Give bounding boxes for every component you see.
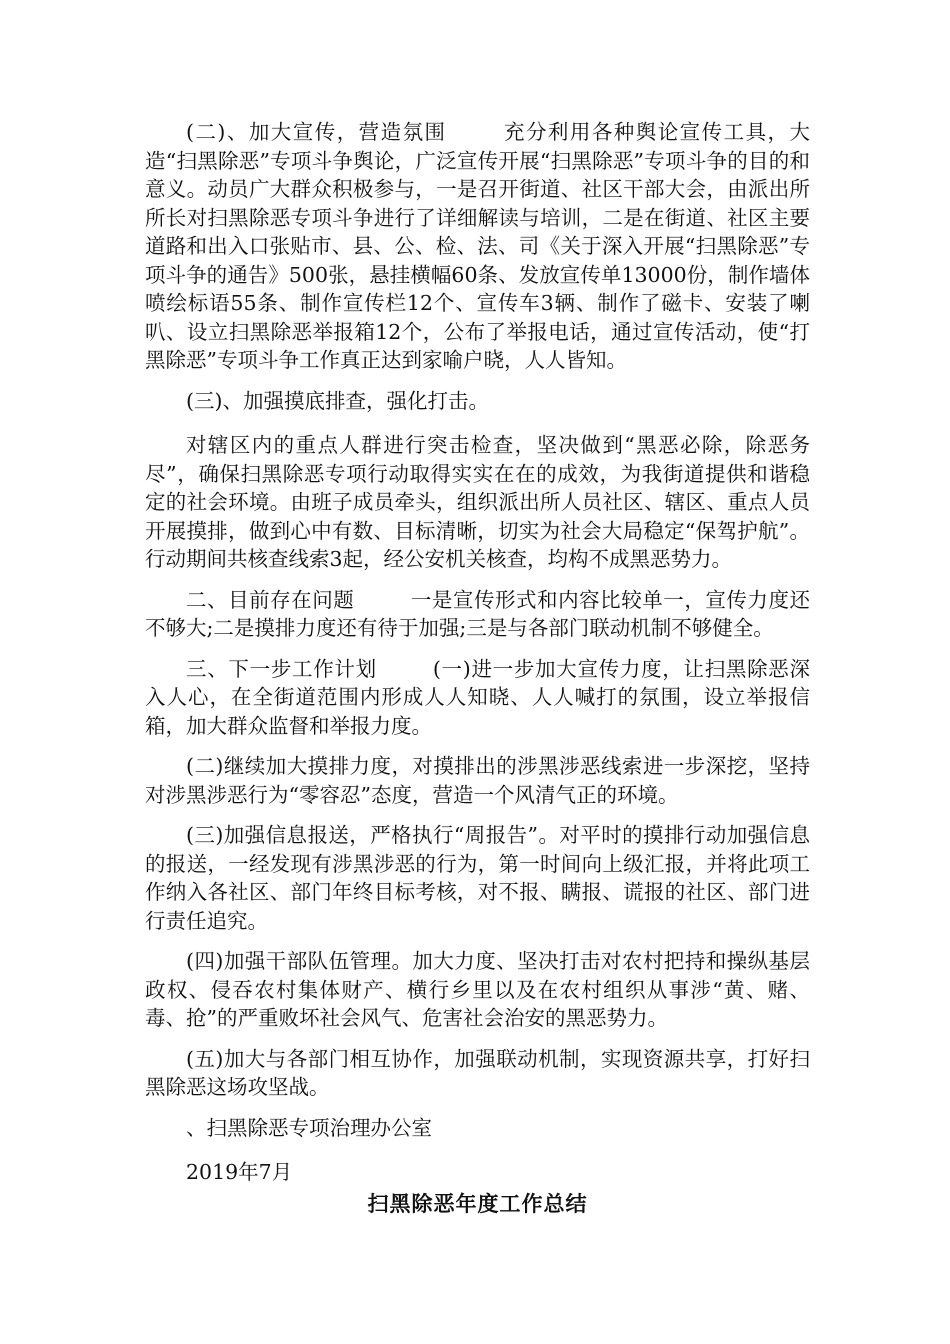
paragraph-text: (二)继续加大摸排力度，对摸排出的涉黑涉恶线索进一步深挖，坚持对涉黑涉恶行为“零容忍”态度，营造一个风清气正的环境。	[145, 754, 810, 807]
paragraph-investigation-heading	[145, 387, 810, 416]
paragraph-text: 对辖区内的重点人群进行突击检查，坚决做到“黑恶必除，除恶务尽”，确保扫黑除恶专项行动取得实实在在的成效，为我街道提供和谐稳定的社会环境。由班子成员牵头，组织派出所人员社区、辖区、重点人员开展摸排，做到心中有数、目标清晰，切实为社会大局稳定“保驾护航”。行动期间共核查线索3起，经公安机关核查，均构不成黑恶势力。	[145, 433, 810, 571]
paragraph-text: (一)进一步加大宣传力度，让扫黑除恶深入人心，在全街道范围内形成人人知晓、人人喊打的氛围，设立举报信箱，加大群众监督和举报力度。	[145, 656, 811, 738]
paragraph-plan-5	[145, 1045, 810, 1102]
paragraph-text: (四)加强干部队伍管理。加大力度、坚决打击对农村把持和操纵基层政权、侵吞农村集体财产、横行乡里以及在农村组织从事涉“黄、赌、毒、抢”的严重败坏社会风气、危害社会治安的黑恶势力。	[145, 949, 810, 1030]
paragraph-text: (三)、加强摸底排查，强化打击。	[186, 388, 489, 413]
paragraph-problems	[145, 586, 810, 643]
paragraph-publicity	[145, 118, 810, 375]
paragraph-plan-4	[145, 947, 810, 1033]
signature-date: 2019年7月	[186, 1160, 293, 1184]
paragraph-investigation	[145, 431, 810, 574]
paragraph-text: 充分利用各种舆论宣传工具，大造“扫黑除恶”专项斗争舆论，广泛宣传开展“扫黑除恶”专项斗争的目的和意义。动员广大群众积极参与，一是召开街道、社区干部大会，由派出所所长对扫黑除恶专项斗争进行了详细解读与培训，二是在街道、社区主要道路和出入口张贴市、县、公、检、法、司《关于深入开展“扫黑除恶”专项斗争的通告》500张，悬挂横幅60条、发放宣传单13000份，制作墙体喷绘标语55条、制作宣传栏12个、宣传车3辆、制作了磁卡、安装了喇叭、设立扫黑除恶举报箱12个，公布了举报电话，通过宣传活动，使“打黑除恶”专项斗争工作真正达到家喻户晓，人人皆知。	[145, 120, 810, 372]
paragraph-text: (三)加强信息报送，严格执行“周报告”。对平时的摸排行动加强信息的报送，一经发现有涉黑涉恶的行为，第一时间向上级汇报，并将此项工作纳入各社区、部门年终目标考核，对不报、瞒报、谎报的社区、部门进行责任追究。	[145, 823, 810, 933]
section-heading: 二、目前存在问题	[186, 587, 355, 612]
paragraph-text: (五)加大与各部门相互协作，加强联动机制，实现资源共享，打好扫黑除恶这场攻坚战。	[145, 1046, 810, 1099]
document-page	[145, 118, 810, 1219]
paragraph-plan-1	[145, 655, 810, 741]
signature-office: 、扫黑除恶专项治理办公室	[186, 1115, 432, 1140]
paragraph-plan-3	[145, 821, 810, 935]
paragraph-text: 一是宣传形式和内容比较单一，宣传力度还不够大;二是摸排力度还有待于加强;三是与各部门联动机制不够健全。	[145, 587, 810, 640]
document-title: 扫黑除恶年度工作总结	[367, 1191, 588, 1216]
section-heading: 三、下一步工作计划	[186, 656, 377, 681]
section-heading: (二)、加大宣传，营造氛围	[186, 120, 447, 144]
paragraph-plan-2	[145, 752, 810, 809]
